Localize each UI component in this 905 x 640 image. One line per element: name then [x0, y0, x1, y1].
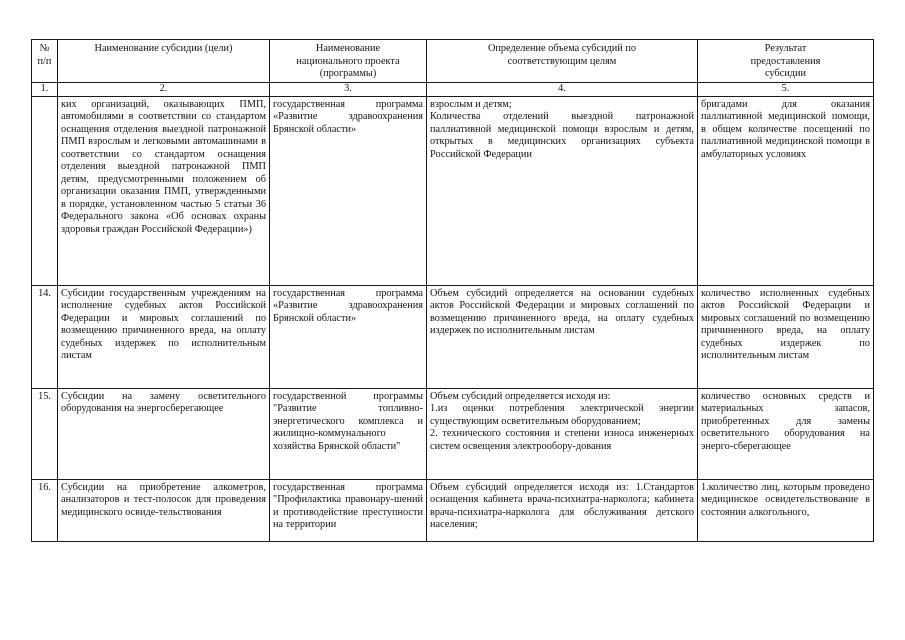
header-name: Наименование субсидии (цели): [58, 40, 270, 83]
project-name: государственная программа «Развитие здравоохранения Брянской области»: [273, 98, 423, 135]
row-number: 14.: [32, 285, 58, 388]
subsidy-name-cell: [58, 479, 270, 541]
subsidy-name-cell: [58, 285, 270, 388]
row-number: 15.: [32, 388, 58, 479]
result-text: количество исполненных судебных актов Российской Федерации и мировых соглашений по возмещению причиненного вреда, на оплату судебных издержек по исполнительным листам: [701, 287, 870, 361]
result-text: бригадами для оказания паллиативной медицинской помощи, в общем количестве посещений по паллиативной медицинской помощи в амбулаторных условиях: [701, 98, 870, 160]
table-row: [32, 96, 874, 285]
subsidy-name: Субсидии на приобретение алкометров, анализаторов и тест-полосок для проведения медицинского освиде-тельствования: [61, 481, 266, 518]
subsidy-name: Субсидии государственным учреждениям на исполнение судебных актов Российской Федерации и мировых соглашений по возмещению причиненного вреда, на оплату судебных издержек по исполнительным листам: [61, 287, 266, 361]
header-row: [32, 40, 874, 83]
result-cell: [698, 388, 874, 479]
row-number: [32, 96, 58, 285]
table-body: [32, 82, 874, 541]
definition-cell: [427, 96, 698, 285]
definition-text: Объем субсидий определяется исходя из: 1.из оценки потребления электрической энергии существующим осветительным оборудованием; 2. технического состояния и степени износа инженерных систем освещения электрообору-дования: [430, 390, 694, 452]
definition-cell: [427, 388, 698, 479]
definition-text: взрослым и детям; Количества отделений выездной патронажной паллиативной медицинской помощи взрослым и детям, открытых в медицинских организациях субъекта Российской Федерации: [430, 98, 694, 160]
definition-text: Объем субсидий определяется исходя из: 1.Стандартов оснащения кабинета врача-психиатра-нарколога; кабинета врача-психиатра-нарколога для обслуживания детского населения;: [430, 481, 694, 530]
definition-cell: [427, 479, 698, 541]
definition-cell: [427, 285, 698, 388]
row-number: 16.: [32, 479, 58, 541]
subsidy-name: Субсидии на замену осветительного оборудования на энергосберегающее: [61, 390, 266, 414]
definition-text: Объем субсидий определяется на основании судебных актов Российской Федерации и мировых соглашений по возмещению причиненного вреда, на оплату судебных издержек по исполнительным листам: [430, 287, 694, 336]
result-text: количество основных средств и материальных запасов, приобретенных для замены осветительного оборудования на энерго-сберегающее: [701, 390, 870, 452]
project-name: государственная программа "Профилактика правонару-шений и противодействие преступности на территории: [273, 481, 423, 530]
project-cell: [270, 96, 427, 285]
subsidies-table: [31, 39, 874, 542]
column-number: 4.: [427, 82, 698, 96]
column-numbers-row: [32, 82, 874, 96]
table-header: [32, 40, 874, 83]
header-project: Наименование национального проекта (программы): [270, 40, 427, 83]
result-text: 1.количество лиц, которым проведено медицинское освидетельствование в состоянии алкогольного,: [701, 481, 870, 518]
header-result: Результат предоставления субсидии: [698, 40, 874, 83]
column-number: 3.: [270, 82, 427, 96]
column-number: 2.: [58, 82, 270, 96]
project-name: государственная программа «Развитие здравоохранения Брянской области»: [273, 287, 423, 324]
project-cell: [270, 388, 427, 479]
header-definition: Определение объема субсидий по соответствующим целям: [427, 40, 698, 83]
result-cell: [698, 479, 874, 541]
table-row: [32, 479, 874, 541]
table-row: [32, 285, 874, 388]
project-cell: [270, 479, 427, 541]
column-number: 1.: [32, 82, 58, 96]
subsidy-name-cell: [58, 96, 270, 285]
project-cell: [270, 285, 427, 388]
result-cell: [698, 285, 874, 388]
table-row: [32, 388, 874, 479]
column-number: 5.: [698, 82, 874, 96]
subsidy-name: ких организаций, оказывающих ПМП, автомобилями в соответствии со стандартом оснащения отделения выездной патронажной ПМП взрослым и легковыми автомашинами в соответствии со стандартом оснащения отделения выездной патронажной ПМП детям, предусмотренными положением об организации оказания ПМП, утвержденными в порядке, установленном частью 5 статьи 36 Федерального закона «Об основах охраны здоровья граждан Российской Федерации»): [61, 98, 266, 235]
result-cell: [698, 96, 874, 285]
subsidy-name-cell: [58, 388, 270, 479]
header-num: № п/п: [32, 40, 58, 83]
project-name: государственной программы "Развитие топливно-энергетического комплекса и жилищно-коммунального хозяйства Брянской области": [273, 390, 423, 452]
